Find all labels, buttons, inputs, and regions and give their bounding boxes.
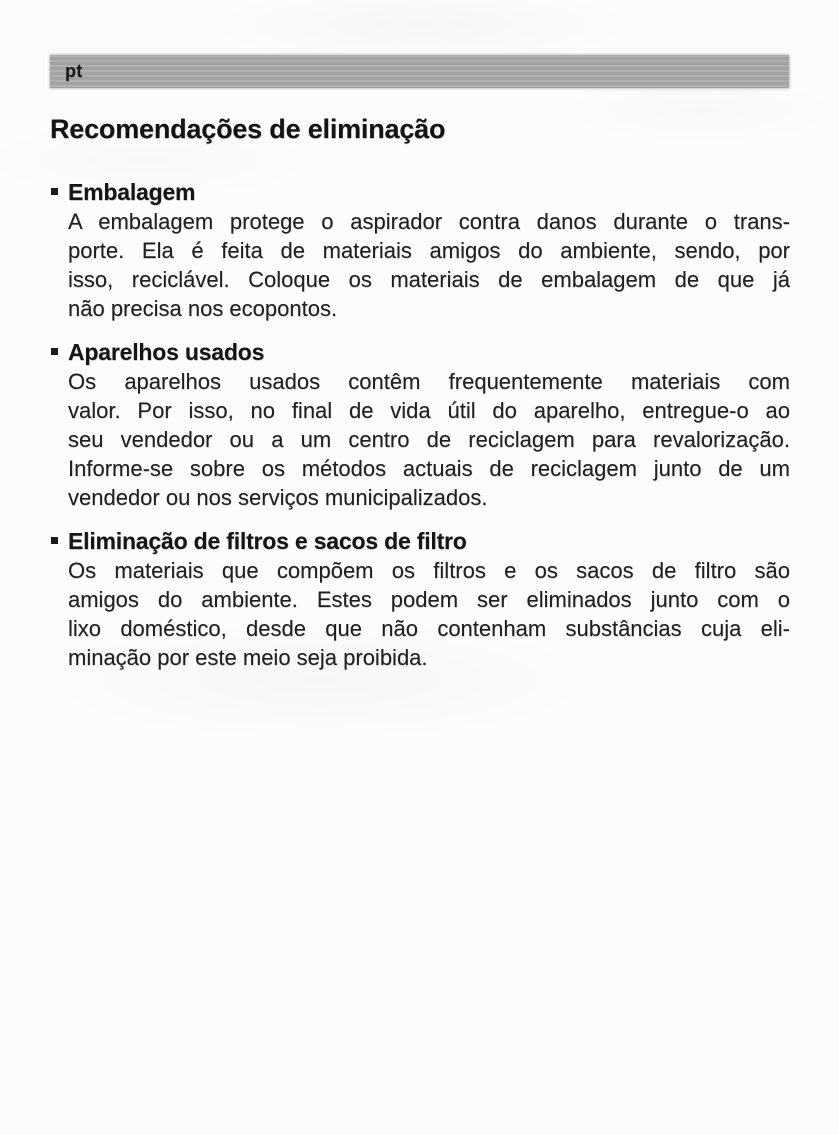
section-body — [50, 367, 790, 512]
square-bullet-icon — [51, 537, 58, 544]
body-line: porte. Ela é feita de materiais amigos do ambiente, sendo, por — [68, 238, 790, 263]
section-heading — [50, 527, 790, 556]
body-line: Informe-se sobre os métodos actuais de reciclagem junto de um — [68, 456, 790, 481]
body-line: A embalagem protege o aspirador contra danos durante o trans- — [68, 209, 790, 234]
body-line: valor. Por isso, no final de vida útil do aparelho, entregue-o ao — [68, 398, 790, 423]
section-aparelhos-usados — [50, 338, 790, 512]
page-title: Recomendações de eliminação — [50, 114, 446, 144]
body-line: amigos do ambiente. Estes podem ser eliminados junto com o — [68, 587, 790, 612]
body-line: vendedor ou nos serviços municipalizados. — [68, 485, 488, 510]
section-heading — [50, 178, 790, 207]
section-body — [50, 207, 790, 323]
page-content — [50, 113, 790, 687]
body-line: lixo doméstico, desde que não contenham substâncias cuja eli- — [68, 616, 790, 641]
body-line: minação por este meio seja proibida. — [68, 645, 428, 670]
section-title: Embalagem — [68, 179, 196, 205]
body-line: seu vendedor ou a um centro de reciclagem para revalorização. — [68, 427, 790, 452]
section-embalagem — [50, 178, 790, 323]
section-title: Aparelhos usados — [68, 339, 265, 365]
language-tab-bar — [50, 55, 789, 88]
body-line: Os aparelhos usados contêm frequentemente materiais com — [68, 369, 790, 394]
section-body — [50, 556, 790, 672]
body-line: não precisa nos ecopontos. — [68, 296, 338, 321]
square-bullet-icon — [51, 188, 58, 195]
body-line: Os materiais que compõem os filtros e os sacos de filtro são — [68, 558, 790, 583]
section-eliminacao-de-filtros — [50, 527, 790, 672]
language-label: pt — [65, 61, 83, 81]
section-heading — [50, 338, 790, 367]
square-bullet-icon — [51, 348, 58, 355]
section-title: Eliminação de filtros e sacos de filtro — [68, 528, 467, 554]
body-line: isso, reciclável. Coloque os materiais de embalagem de que já — [68, 267, 790, 292]
